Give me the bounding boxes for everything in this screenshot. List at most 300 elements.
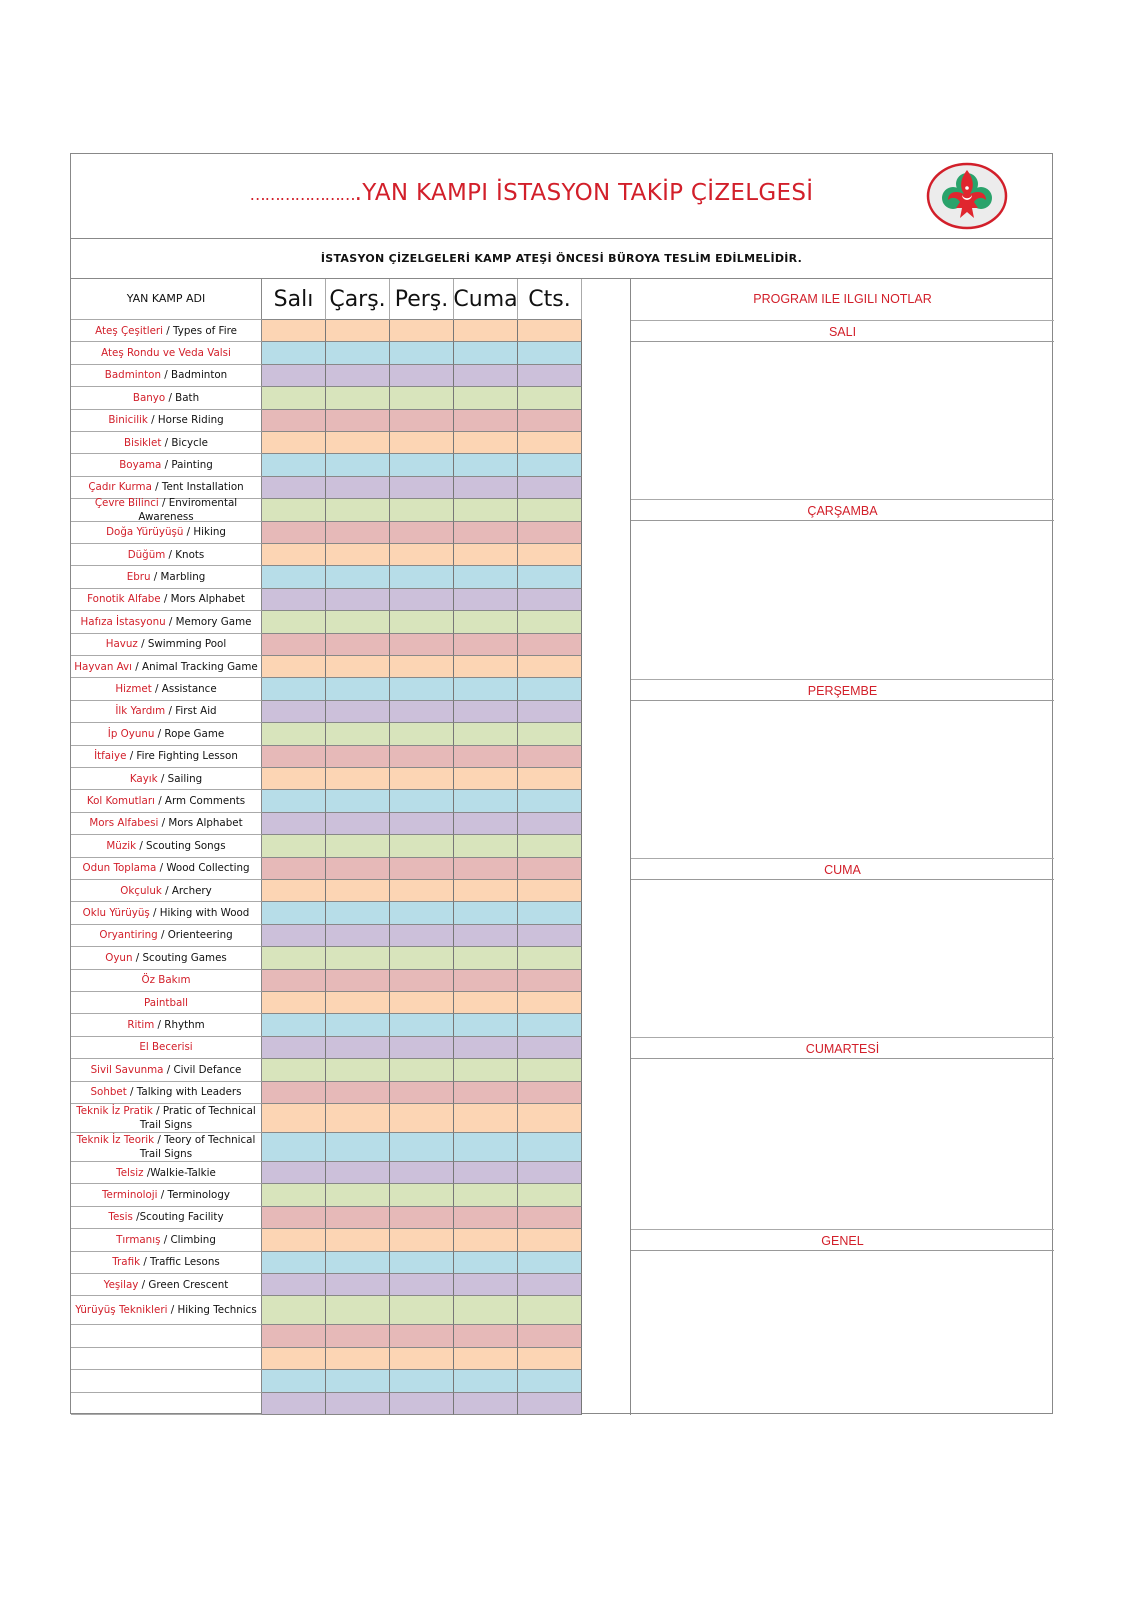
schedule-cell-tuesday[interactable] <box>262 880 326 902</box>
schedule-cell-wednesday[interactable] <box>326 723 390 745</box>
station-name-english: / Painting <box>161 459 213 472</box>
notes-area-general[interactable] <box>631 1251 1054 1415</box>
schedule-cell-tuesday[interactable] <box>262 1296 326 1325</box>
schedule-cell-friday[interactable] <box>454 678 518 700</box>
station-name-cell <box>71 1393 262 1415</box>
schedule-cell-saturday[interactable] <box>518 1274 582 1296</box>
schedule-cell-friday[interactable] <box>454 1207 518 1229</box>
schedule-cell-saturday[interactable] <box>518 589 582 611</box>
schedule-cell-saturday[interactable] <box>518 1370 582 1392</box>
schedule-cell-friday[interactable] <box>454 1037 518 1059</box>
station-name-english: / Horse Riding <box>147 414 224 427</box>
schedule-cell-saturday[interactable] <box>518 320 582 342</box>
schedule-cell-saturday[interactable] <box>518 992 582 1014</box>
schedule-cell-saturday[interactable] <box>518 387 582 409</box>
schedule-cell-friday[interactable] <box>454 790 518 812</box>
schedule-cell-thursday[interactable] <box>390 1059 454 1081</box>
station-name <box>89 816 242 830</box>
schedule-cell-wednesday[interactable] <box>326 925 390 947</box>
schedule-cell-wednesday[interactable] <box>326 1348 390 1370</box>
schedule-cell-saturday[interactable] <box>518 1207 582 1229</box>
schedule-cell-saturday[interactable] <box>518 365 582 387</box>
schedule-cell-saturday[interactable] <box>518 902 582 924</box>
schedule-cell-tuesday[interactable] <box>262 768 326 790</box>
schedule-cell-tuesday[interactable] <box>262 1274 326 1296</box>
schedule-cell-friday[interactable] <box>454 522 518 544</box>
station-name-turkish: Telsiz <box>116 1166 144 1179</box>
schedule-cell-saturday[interactable] <box>518 1104 582 1133</box>
schedule-cell-friday[interactable] <box>454 1370 518 1392</box>
schedule-cell-saturday[interactable] <box>518 701 582 723</box>
schedule-cell-friday[interactable] <box>454 768 518 790</box>
schedule-cell-saturday[interactable] <box>518 566 582 588</box>
schedule-cell-friday[interactable] <box>454 723 518 745</box>
schedule-cell-tuesday[interactable] <box>262 1229 326 1251</box>
station-name-turkish: Havuz <box>105 638 138 651</box>
schedule-cell-tuesday[interactable] <box>262 566 326 588</box>
station-name <box>144 996 188 1010</box>
table-row <box>71 1393 582 1415</box>
schedule-cell-thursday[interactable] <box>390 1274 454 1296</box>
schedule-cell-saturday[interactable] <box>518 656 582 678</box>
schedule-cell-wednesday[interactable] <box>326 970 390 992</box>
schedule-cell-thursday[interactable] <box>390 611 454 633</box>
schedule-cell-friday[interactable] <box>454 1252 518 1274</box>
schedule-cell-saturday[interactable] <box>518 970 582 992</box>
table-row <box>71 1059 582 1081</box>
schedule-cell-wednesday[interactable] <box>326 1229 390 1251</box>
schedule-cell-friday[interactable] <box>454 544 518 566</box>
station-name <box>133 391 199 405</box>
schedule-cell-friday[interactable] <box>454 589 518 611</box>
schedule-cell-wednesday[interactable] <box>326 566 390 588</box>
notes-area-thursday[interactable] <box>631 701 1054 858</box>
table-row <box>71 1104 582 1133</box>
schedule-cell-saturday[interactable] <box>518 1014 582 1036</box>
schedule-cell-friday[interactable] <box>454 477 518 499</box>
schedule-cell-thursday[interactable] <box>390 342 454 364</box>
station-name-cell <box>71 656 262 678</box>
station-name-english: / Hiking Technics <box>167 1304 257 1317</box>
station-name-turkish: Odun Toplama <box>82 862 157 875</box>
schedule-cell-friday[interactable] <box>454 813 518 835</box>
schedule-cell-saturday[interactable] <box>518 1133 582 1162</box>
schedule-cell-wednesday[interactable] <box>326 1082 390 1104</box>
schedule-cell-thursday[interactable] <box>390 1082 454 1104</box>
schedule-cell-friday[interactable] <box>454 858 518 880</box>
schedule-cell-saturday[interactable] <box>518 858 582 880</box>
schedule-cell-saturday[interactable] <box>518 1184 582 1206</box>
station-name <box>130 772 202 786</box>
schedule-cell-wednesday[interactable] <box>326 1184 390 1206</box>
schedule-cell-wednesday[interactable] <box>326 813 390 835</box>
schedule-cell-tuesday[interactable] <box>262 432 326 454</box>
schedule-cell-wednesday[interactable] <box>326 477 390 499</box>
schedule-cell-wednesday[interactable] <box>326 1059 390 1081</box>
schedule-cell-wednesday[interactable] <box>326 790 390 812</box>
station-tracking-sheet <box>70 153 1053 1414</box>
schedule-cell-friday[interactable] <box>454 1184 518 1206</box>
schedule-cell-thursday[interactable] <box>390 544 454 566</box>
station-name-english: / Mors Alphabet <box>158 817 243 830</box>
schedule-cell-friday[interactable] <box>454 947 518 969</box>
schedule-cell-friday[interactable] <box>454 387 518 409</box>
schedule-cell-saturday[interactable] <box>518 790 582 812</box>
schedule-cell-tuesday[interactable] <box>262 1162 326 1184</box>
schedule-cell-tuesday[interactable] <box>262 992 326 1014</box>
schedule-cell-tuesday[interactable] <box>262 320 326 342</box>
schedule-cell-thursday[interactable] <box>390 1393 454 1415</box>
schedule-cell-saturday[interactable] <box>518 499 582 521</box>
schedule-cell-thursday[interactable] <box>390 634 454 656</box>
schedule-cell-friday[interactable] <box>454 835 518 857</box>
station-name-turkish: Kol Komutları <box>86 795 155 808</box>
schedule-cell-saturday[interactable] <box>518 634 582 656</box>
notes-area-wednesday[interactable] <box>631 521 1054 679</box>
station-name <box>91 1063 242 1077</box>
schedule-cell-tuesday[interactable] <box>262 522 326 544</box>
schedule-cell-thursday[interactable] <box>390 880 454 902</box>
schedule-cell-tuesday[interactable] <box>262 656 326 678</box>
schedule-cell-friday[interactable] <box>454 970 518 992</box>
schedule-cell-wednesday[interactable] <box>326 768 390 790</box>
schedule-cell-thursday[interactable] <box>390 1104 454 1133</box>
schedule-cell-wednesday[interactable] <box>326 858 390 880</box>
notes-section-header-thursday: PERŞEMBE <box>631 679 1054 701</box>
schedule-cell-friday[interactable] <box>454 342 518 364</box>
notes-area-tuesday[interactable] <box>631 342 1054 499</box>
station-name-turkish: Çevre Bilinci <box>94 496 159 509</box>
schedule-cell-saturday[interactable] <box>518 477 582 499</box>
schedule-cell-thursday[interactable] <box>390 656 454 678</box>
station-name-english: / Badminton <box>160 369 228 382</box>
station-name-turkish: Müzik <box>106 839 137 852</box>
schedule-cell-tuesday[interactable] <box>262 1252 326 1274</box>
schedule-cell-tuesday[interactable] <box>262 970 326 992</box>
schedule-cell-friday[interactable] <box>454 1296 518 1325</box>
schedule-cell-friday[interactable] <box>454 1229 518 1251</box>
schedule-cell-tuesday[interactable] <box>262 1104 326 1133</box>
schedule-cell-wednesday[interactable] <box>326 880 390 902</box>
schedule-cell-wednesday[interactable] <box>326 544 390 566</box>
schedule-cell-wednesday[interactable] <box>326 701 390 723</box>
schedule-cell-saturday[interactable] <box>518 925 582 947</box>
schedule-cell-saturday[interactable] <box>518 880 582 902</box>
schedule-cell-saturday[interactable] <box>518 723 582 745</box>
schedule-cell-tuesday[interactable] <box>262 410 326 432</box>
schedule-cell-saturday[interactable] <box>518 835 582 857</box>
station-name-turkish: Teknik İz Pratik <box>76 1105 153 1117</box>
schedule-cell-thursday[interactable] <box>390 947 454 969</box>
station-name-turkish: Ritim <box>127 1019 155 1032</box>
schedule-cell-thursday[interactable] <box>390 701 454 723</box>
schedule-cell-tuesday[interactable] <box>262 1059 326 1081</box>
schedule-cell-wednesday[interactable] <box>326 947 390 969</box>
schedule-cell-tuesday[interactable] <box>262 1133 326 1162</box>
schedule-cell-thursday[interactable] <box>390 925 454 947</box>
station-name-turkish: Paintball <box>143 996 189 1009</box>
schedule-cell-tuesday[interactable] <box>262 1037 326 1059</box>
schedule-cell-thursday[interactable] <box>390 813 454 835</box>
schedule-cell-tuesday[interactable] <box>262 454 326 476</box>
schedule-cell-friday[interactable] <box>454 1325 518 1347</box>
schedule-cell-thursday[interactable] <box>390 432 454 454</box>
schedule-cell-thursday[interactable] <box>390 902 454 924</box>
schedule-cell-friday[interactable] <box>454 880 518 902</box>
station-name-turkish: Düğüm <box>127 548 166 561</box>
schedule-cell-thursday[interactable] <box>390 678 454 700</box>
schedule-cell-wednesday[interactable] <box>326 432 390 454</box>
schedule-cell-thursday[interactable] <box>390 1370 454 1392</box>
schedule-cell-wednesday[interactable] <box>326 1014 390 1036</box>
schedule-cell-tuesday[interactable] <box>262 902 326 924</box>
schedule-cell-friday[interactable] <box>454 454 518 476</box>
schedule-cell-wednesday[interactable] <box>326 1133 390 1162</box>
schedule-cell-friday[interactable] <box>454 1162 518 1184</box>
schedule-cell-thursday[interactable] <box>390 589 454 611</box>
title-blank-dots: ………………… <box>249 185 355 204</box>
schedule-cell-wednesday[interactable] <box>326 1104 390 1133</box>
schedule-cell-wednesday[interactable] <box>326 387 390 409</box>
schedule-cell-tuesday[interactable] <box>262 678 326 700</box>
station-name-turkish: Binicilik <box>108 414 148 427</box>
schedule-cell-wednesday[interactable] <box>326 1162 390 1184</box>
schedule-cell-friday[interactable] <box>454 611 518 633</box>
schedule-cell-saturday[interactable] <box>518 611 582 633</box>
schedule-cell-wednesday[interactable] <box>326 365 390 387</box>
schedule-cell-wednesday[interactable] <box>326 611 390 633</box>
schedule-cell-wednesday[interactable] <box>326 656 390 678</box>
station-name-cell <box>71 858 262 880</box>
schedule-cell-thursday[interactable] <box>390 566 454 588</box>
schedule-cell-saturday[interactable] <box>518 1325 582 1347</box>
schedule-cell-saturday[interactable] <box>518 768 582 790</box>
schedule-cell-friday[interactable] <box>454 499 518 521</box>
station-name <box>119 458 213 472</box>
schedule-cell-wednesday[interactable] <box>326 1296 390 1325</box>
schedule-cell-wednesday[interactable] <box>326 454 390 476</box>
schedule-cell-thursday[interactable] <box>390 1014 454 1036</box>
schedule-cell-saturday[interactable] <box>518 522 582 544</box>
schedule-cell-tuesday[interactable] <box>262 387 326 409</box>
schedule-cell-wednesday[interactable] <box>326 410 390 432</box>
schedule-cell-tuesday[interactable] <box>262 634 326 656</box>
schedule-cell-saturday[interactable] <box>518 1229 582 1251</box>
schedule-cell-thursday[interactable] <box>390 992 454 1014</box>
schedule-cell-friday[interactable] <box>454 365 518 387</box>
schedule-cell-wednesday[interactable] <box>326 522 390 544</box>
schedule-cell-tuesday[interactable] <box>262 746 326 768</box>
schedule-cell-thursday[interactable] <box>390 454 454 476</box>
schedule-cell-tuesday[interactable] <box>262 1014 326 1036</box>
table-row <box>71 566 582 588</box>
schedule-cell-thursday[interactable] <box>390 768 454 790</box>
schedule-cell-tuesday[interactable] <box>262 813 326 835</box>
schedule-cell-saturday[interactable] <box>518 454 582 476</box>
schedule-cell-wednesday[interactable] <box>326 1037 390 1059</box>
schedule-cell-wednesday[interactable] <box>326 1274 390 1296</box>
schedule-cell-saturday[interactable] <box>518 432 582 454</box>
schedule-cell-tuesday[interactable] <box>262 1325 326 1347</box>
schedule-cell-wednesday[interactable] <box>326 634 390 656</box>
schedule-cell-thursday[interactable] <box>390 1037 454 1059</box>
schedule-cell-wednesday[interactable] <box>326 902 390 924</box>
schedule-cell-wednesday[interactable] <box>326 1252 390 1274</box>
schedule-cell-saturday[interactable] <box>518 544 582 566</box>
station-name-english: / Arm Comments <box>154 795 246 808</box>
schedule-cell-saturday[interactable] <box>518 1393 582 1415</box>
station-name-cell <box>71 768 262 790</box>
schedule-cell-friday[interactable] <box>454 746 518 768</box>
schedule-cell-friday[interactable] <box>454 656 518 678</box>
schedule-cell-thursday[interactable] <box>390 835 454 857</box>
schedule-cell-saturday[interactable] <box>518 1082 582 1104</box>
schedule-cell-thursday[interactable] <box>390 1162 454 1184</box>
station-name-english: / Tent Installation <box>151 481 244 494</box>
schedule-cell-friday[interactable] <box>454 566 518 588</box>
table-row <box>71 656 582 678</box>
schedule-cell-tuesday[interactable] <box>262 1184 326 1206</box>
schedule-cell-tuesday[interactable] <box>262 1348 326 1370</box>
schedule-cell-friday[interactable] <box>454 992 518 1014</box>
schedule-cell-thursday[interactable] <box>390 477 454 499</box>
schedule-cell-tuesday[interactable] <box>262 947 326 969</box>
schedule-cell-wednesday[interactable] <box>326 746 390 768</box>
schedule-cell-tuesday[interactable] <box>262 1370 326 1392</box>
station-name-turkish: Boyama <box>119 459 162 472</box>
schedule-cell-saturday[interactable] <box>518 1348 582 1370</box>
schedule-cell-thursday[interactable] <box>390 1184 454 1206</box>
schedule-cell-friday[interactable] <box>454 1104 518 1133</box>
station-name-english: / Sailing <box>157 772 203 785</box>
schedule-cell-thursday[interactable] <box>390 410 454 432</box>
station-name <box>104 1278 229 1292</box>
schedule-cell-tuesday[interactable] <box>262 1207 326 1229</box>
schedule-cell-wednesday[interactable] <box>326 992 390 1014</box>
schedule-cell-thursday[interactable] <box>390 858 454 880</box>
schedule-cell-tuesday[interactable] <box>262 1082 326 1104</box>
table-row <box>71 365 582 387</box>
schedule-cell-tuesday[interactable] <box>262 544 326 566</box>
schedule-cell-thursday[interactable] <box>390 522 454 544</box>
schedule-cell-friday[interactable] <box>454 1082 518 1104</box>
schedule-cell-friday[interactable] <box>454 701 518 723</box>
schedule-cell-thursday[interactable] <box>390 790 454 812</box>
schedule-cell-friday[interactable] <box>454 1059 518 1081</box>
notes-area-friday[interactable] <box>631 880 1054 1037</box>
station-name-cell <box>71 970 262 992</box>
table-row <box>71 1184 582 1206</box>
schedule-cell-saturday[interactable] <box>518 1059 582 1081</box>
schedule-cell-wednesday[interactable] <box>326 1393 390 1415</box>
schedule-cell-friday[interactable] <box>454 1393 518 1415</box>
column-header-thursday: Perş. <box>390 279 454 320</box>
station-name-cell <box>71 723 262 745</box>
schedule-cell-thursday[interactable] <box>390 746 454 768</box>
station-name-english: / Animal Tracking Game <box>132 660 258 673</box>
schedule-cell-thursday[interactable] <box>390 1133 454 1162</box>
schedule-cell-saturday[interactable] <box>518 947 582 969</box>
schedule-cell-friday[interactable] <box>454 902 518 924</box>
table-row <box>71 634 582 656</box>
schedule-cell-tuesday[interactable] <box>262 858 326 880</box>
schedule-cell-tuesday[interactable] <box>262 835 326 857</box>
schedule-cell-friday[interactable] <box>454 1014 518 1036</box>
schedule-cell-tuesday[interactable] <box>262 342 326 364</box>
schedule-cell-thursday[interactable] <box>390 1348 454 1370</box>
schedule-cell-thursday[interactable] <box>390 723 454 745</box>
schedule-cell-saturday[interactable] <box>518 1296 582 1325</box>
schedule-cell-thursday[interactable] <box>390 1229 454 1251</box>
schedule-cell-wednesday[interactable] <box>326 678 390 700</box>
schedule-cell-saturday[interactable] <box>518 1162 582 1184</box>
schedule-cell-tuesday[interactable] <box>262 790 326 812</box>
schedule-cell-thursday[interactable] <box>390 1296 454 1325</box>
schedule-cell-friday[interactable] <box>454 320 518 342</box>
station-name-turkish: Trafik <box>112 1256 141 1269</box>
schedule-cell-saturday[interactable] <box>518 342 582 364</box>
schedule-cell-saturday[interactable] <box>518 813 582 835</box>
schedule-cell-wednesday[interactable] <box>326 1207 390 1229</box>
schedule-cell-thursday[interactable] <box>390 499 454 521</box>
schedule-cell-tuesday[interactable] <box>262 925 326 947</box>
schedule-cell-saturday[interactable] <box>518 678 582 700</box>
schedule-cell-wednesday[interactable] <box>326 1370 390 1392</box>
schedule-cell-tuesday[interactable] <box>262 723 326 745</box>
schedule-cell-wednesday[interactable] <box>326 342 390 364</box>
schedule-cell-tuesday[interactable] <box>262 589 326 611</box>
station-name-turkish: Tesis <box>108 1211 133 1224</box>
schedule-cell-wednesday[interactable] <box>326 320 390 342</box>
schedule-cell-tuesday[interactable] <box>262 1393 326 1415</box>
station-name <box>101 346 231 360</box>
station-name-cell <box>71 790 262 812</box>
table-row <box>71 1014 582 1036</box>
schedule-cell-tuesday[interactable] <box>262 477 326 499</box>
schedule-cell-friday[interactable] <box>454 1274 518 1296</box>
schedule-cell-tuesday[interactable] <box>262 611 326 633</box>
schedule-cell-thursday[interactable] <box>390 1252 454 1274</box>
notes-section-header-tuesday: SALI <box>631 320 1054 342</box>
schedule-cell-thursday[interactable] <box>390 320 454 342</box>
schedule-cell-tuesday[interactable] <box>262 365 326 387</box>
notes-section-header-friday: CUMA <box>631 858 1054 880</box>
schedule-cell-wednesday[interactable] <box>326 589 390 611</box>
schedule-cell-thursday[interactable] <box>390 1325 454 1347</box>
schedule-cell-friday[interactable] <box>454 1133 518 1162</box>
column-header-station-name: YAN KAMP ADI <box>71 279 262 320</box>
schedule-cell-thursday[interactable] <box>390 1207 454 1229</box>
schedule-cell-wednesday[interactable] <box>326 1325 390 1347</box>
schedule-cell-saturday[interactable] <box>518 1252 582 1274</box>
schedule-cell-tuesday[interactable] <box>262 701 326 723</box>
schedule-cell-saturday[interactable] <box>518 746 582 768</box>
schedule-cell-saturday[interactable] <box>518 1037 582 1059</box>
schedule-cell-friday[interactable] <box>454 410 518 432</box>
schedule-cell-friday[interactable] <box>454 634 518 656</box>
schedule-cell-wednesday[interactable] <box>326 835 390 857</box>
schedule-cell-thursday[interactable] <box>390 365 454 387</box>
schedule-cell-saturday[interactable] <box>518 410 582 432</box>
schedule-cell-tuesday[interactable] <box>262 499 326 521</box>
schedule-cell-thursday[interactable] <box>390 970 454 992</box>
notes-area-saturday[interactable] <box>631 1059 1054 1229</box>
schedule-cell-friday[interactable] <box>454 1348 518 1370</box>
schedule-cell-thursday[interactable] <box>390 387 454 409</box>
schedule-cell-friday[interactable] <box>454 925 518 947</box>
schedule-cell-friday[interactable] <box>454 432 518 454</box>
schedule-cell-wednesday[interactable] <box>326 499 390 521</box>
